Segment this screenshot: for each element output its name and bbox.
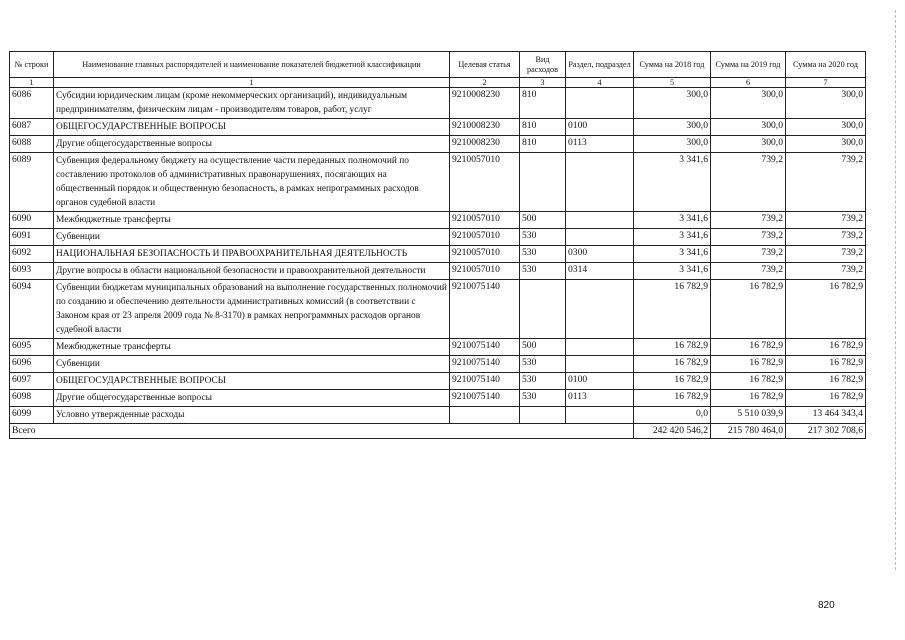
cell-type: 500	[520, 339, 566, 356]
cell-section: 0100	[566, 373, 634, 390]
table-row	[10, 119, 866, 136]
cell-2018: 3 341,6	[634, 212, 711, 229]
cell-section	[566, 229, 634, 246]
cell-2020: 739,2	[786, 212, 866, 229]
cell-2019: 300,0	[711, 88, 786, 119]
column-number: 1	[54, 78, 450, 88]
total-2019: 215 780 464,0	[711, 424, 786, 439]
cell-2018: 16 782,9	[634, 373, 711, 390]
cell-2018: 3 341,6	[634, 263, 711, 280]
cell-2020: 16 782,9	[786, 373, 866, 390]
cell-2019: 16 782,9	[711, 390, 786, 407]
cell-section	[566, 153, 634, 212]
header-2020: Сумма на 2020 год	[786, 52, 866, 78]
table-row	[10, 373, 866, 390]
cell-section	[566, 339, 634, 356]
header-2019: Сумма на 2019 год	[711, 52, 786, 78]
cell-type: 810	[520, 136, 566, 153]
cell-2019: 300,0	[711, 119, 786, 136]
cell-2018: 300,0	[634, 88, 711, 119]
header-name: Наименование главных распорядителей и наименование показателей бюджетной классификации	[54, 52, 450, 78]
cell-type: 530	[520, 246, 566, 263]
cell-name: Условно утвержденные расходы	[54, 407, 450, 424]
cell-type: 530	[520, 373, 566, 390]
cell-name: Субсидии юридическим лицам (кроме некоммерческих организаций), индивидуальным предпринимателям, физическим лицам - производителям товаров, работ, услуг	[54, 88, 450, 119]
column-number-row	[10, 78, 866, 88]
cell-2018: 300,0	[634, 136, 711, 153]
cell-type	[520, 153, 566, 212]
cell-2018: 16 782,9	[634, 356, 711, 373]
cell-type: 500	[520, 212, 566, 229]
cell-row-no: 6088	[10, 136, 54, 153]
cell-2020: 739,2	[786, 263, 866, 280]
cell-row-no: 6097	[10, 373, 54, 390]
cell-row-no: 6093	[10, 263, 54, 280]
cell-target: 9210008230	[450, 136, 520, 153]
cell-row-no: 6087	[10, 119, 54, 136]
table-row	[10, 212, 866, 229]
cell-2018: 0,0	[634, 407, 711, 424]
cell-name: НАЦИОНАЛЬНАЯ БЕЗОПАСНОСТЬ И ПРАВООХРАНИТЕЛЬНАЯ ДЕЯТЕЛЬНОСТЬ	[54, 246, 450, 263]
cell-2019: 16 782,9	[711, 373, 786, 390]
cell-target: 9210057010	[450, 153, 520, 212]
cell-type	[520, 280, 566, 339]
cell-type	[520, 407, 566, 424]
budget-table	[9, 51, 866, 439]
table-row	[10, 356, 866, 373]
cell-2020: 300,0	[786, 136, 866, 153]
header-2018: Сумма на 2018 год	[634, 52, 711, 78]
cell-type: 810	[520, 119, 566, 136]
cell-2018: 3 341,6	[634, 246, 711, 263]
cell-2019: 739,2	[711, 212, 786, 229]
cell-2018: 16 782,9	[634, 339, 711, 356]
cell-2019: 5 510 039,9	[711, 407, 786, 424]
cell-2020: 739,2	[786, 229, 866, 246]
scan-edge-line	[895, 10, 897, 570]
header-row-no: № строки	[10, 52, 54, 78]
page-number: 820	[818, 600, 835, 611]
cell-2020: 739,2	[786, 246, 866, 263]
table-header	[10, 52, 866, 88]
column-number: 6	[711, 78, 786, 88]
cell-2020: 300,0	[786, 88, 866, 119]
cell-2018: 300,0	[634, 119, 711, 136]
cell-section: 0113	[566, 136, 634, 153]
cell-target: 9210057010	[450, 229, 520, 246]
cell-name: Межбюджетные трансферты	[54, 339, 450, 356]
cell-target: 9210057010	[450, 246, 520, 263]
cell-section: 0300	[566, 246, 634, 263]
cell-row-no: 6096	[10, 356, 54, 373]
cell-target: 9210008230	[450, 119, 520, 136]
cell-name: ОБЩЕГОСУДАРСТВЕННЫЕ ВОПРОСЫ	[54, 119, 450, 136]
table-row	[10, 280, 866, 339]
cell-name: Другие общегосударственные вопросы	[54, 136, 450, 153]
cell-2020: 739,2	[786, 153, 866, 212]
cell-2020: 16 782,9	[786, 280, 866, 339]
cell-2018: 16 782,9	[634, 280, 711, 339]
cell-2019: 16 782,9	[711, 280, 786, 339]
cell-name: Субвенция федеральному бюджету на осуществление части переданных полномочий по составлению протоколов об административных правонарушениях, посягающих на общественный порядок и общественную безопасность, в рамках непрограммных расходов органов судебной власти	[54, 153, 450, 212]
header-type: Вид расходов	[520, 52, 566, 78]
cell-name: Другие общегосударственные вопросы	[54, 390, 450, 407]
cell-row-no: 6095	[10, 339, 54, 356]
cell-target: 9210057010	[450, 212, 520, 229]
cell-2020: 13 464 343,4	[786, 407, 866, 424]
cell-target: 9210075140	[450, 390, 520, 407]
cell-section: 0100	[566, 119, 634, 136]
cell-section: 0314	[566, 263, 634, 280]
cell-name: Субвенции бюджетам муниципальных образований на выполнение государственных полномочий по созданию и обеспечению деятельности административных комиссий (в соответствии с Законом края от 23 апреля 2009 года № 8-3170) в рамках непрограммных расходов органов судебной власти	[54, 280, 450, 339]
table-row	[10, 136, 866, 153]
column-number: 2	[450, 78, 520, 88]
cell-type: 530	[520, 229, 566, 246]
cell-section	[566, 212, 634, 229]
total-label: Всего	[10, 424, 634, 439]
cell-2020: 16 782,9	[786, 339, 866, 356]
cell-row-no: 6092	[10, 246, 54, 263]
table-row	[10, 229, 866, 246]
cell-2018: 3 341,6	[634, 153, 711, 212]
table-row	[10, 153, 866, 212]
cell-2019: 739,2	[711, 153, 786, 212]
cell-row-no: 6094	[10, 280, 54, 339]
cell-target: 9210075140	[450, 280, 520, 339]
total-2020: 217 302 708,6	[786, 424, 866, 439]
cell-section	[566, 88, 634, 119]
cell-section: 0113	[566, 390, 634, 407]
table-row	[10, 339, 866, 356]
cell-section	[566, 407, 634, 424]
column-number: 3	[520, 78, 566, 88]
cell-2019: 300,0	[711, 136, 786, 153]
cell-2019: 16 782,9	[711, 356, 786, 373]
cell-section	[566, 356, 634, 373]
cell-row-no: 6089	[10, 153, 54, 212]
cell-target: 9210075140	[450, 373, 520, 390]
cell-row-no: 6091	[10, 229, 54, 246]
cell-type: 530	[520, 263, 566, 280]
cell-2018: 3 341,6	[634, 229, 711, 246]
column-number: 1	[10, 78, 54, 88]
table-footer	[10, 424, 866, 439]
cell-2019: 16 782,9	[711, 339, 786, 356]
cell-target: 9210075140	[450, 356, 520, 373]
table-row	[10, 407, 866, 424]
cell-name: Субвенции	[54, 356, 450, 373]
table-row	[10, 390, 866, 407]
total-2018: 242 420 546,2	[634, 424, 711, 439]
header-target: Целевая статья	[450, 52, 520, 78]
cell-2019: 739,2	[711, 263, 786, 280]
total-row	[10, 424, 866, 439]
cell-2019: 739,2	[711, 246, 786, 263]
cell-2019: 739,2	[711, 229, 786, 246]
cell-type: 530	[520, 390, 566, 407]
cell-2020: 16 782,9	[786, 356, 866, 373]
cell-type: 530	[520, 356, 566, 373]
cell-name: Другие вопросы в области национальной безопасности и правоохранительной деятельности	[54, 263, 450, 280]
cell-name: Межбюджетные трансферты	[54, 212, 450, 229]
cell-name: Субвенции	[54, 229, 450, 246]
header-section: Раздел, подраздел	[566, 52, 634, 78]
cell-section	[566, 280, 634, 339]
cell-row-no: 6098	[10, 390, 54, 407]
cell-row-no: 6099	[10, 407, 54, 424]
table-row	[10, 246, 866, 263]
cell-2020: 16 782,9	[786, 390, 866, 407]
cell-2020: 300,0	[786, 119, 866, 136]
cell-row-no: 6086	[10, 88, 54, 119]
cell-target: 9210075140	[450, 339, 520, 356]
column-number: 4	[566, 78, 634, 88]
table-body	[10, 88, 866, 424]
column-number: 5	[634, 78, 711, 88]
cell-row-no: 6090	[10, 212, 54, 229]
cell-2018: 16 782,9	[634, 390, 711, 407]
column-number: 7	[786, 78, 866, 88]
cell-target	[450, 407, 520, 424]
table-row	[10, 88, 866, 119]
table-row	[10, 263, 866, 280]
cell-target: 9210057010	[450, 263, 520, 280]
cell-name: ОБЩЕГОСУДАРСТВЕННЫЕ ВОПРОСЫ	[54, 373, 450, 390]
cell-target: 9210008230	[450, 88, 520, 119]
cell-type: 810	[520, 88, 566, 119]
